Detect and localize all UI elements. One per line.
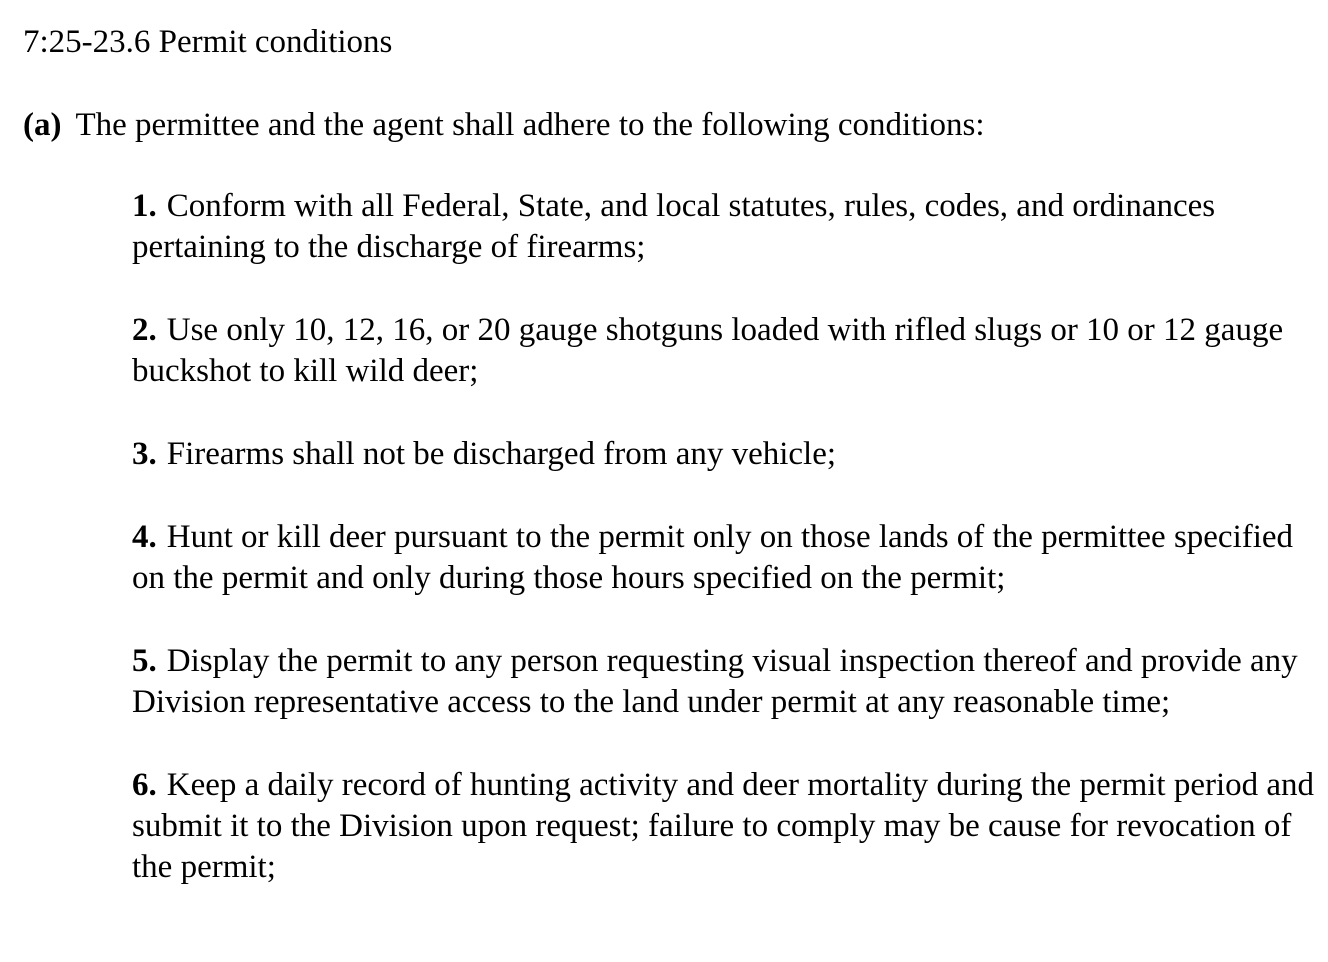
- condition-item-3: [132, 434, 1322, 475]
- condition-item-5: [132, 641, 1322, 723]
- condition-text: Display the permit to any person requesting visual inspection thereof and provide any Division representative access to the land under permit at any reasonable time;: [132, 643, 1298, 720]
- condition-number: 6.: [132, 767, 157, 803]
- subsection-a: [23, 105, 985, 145]
- condition-text: Hunt or kill deer pursuant to the permit only on those lands of the permittee specified on the permit and only during those hours specified on the permit;: [132, 519, 1294, 596]
- condition-item-2: [132, 310, 1322, 392]
- condition-text: Firearms shall not be discharged from any vehicle;: [166, 436, 837, 472]
- condition-item-4: [132, 517, 1322, 599]
- condition-text: Keep a daily record of hunting activity and deer mortality during the permit period and submit it to the Division upon request; failure to comply may be cause for revocation of the permit;: [132, 767, 1315, 885]
- condition-number: 5.: [132, 643, 157, 679]
- condition-text: Use only 10, 12, 16, or 20 gauge shotguns loaded with rifled slugs or 10 or 12 gauge buckshot to kill wild deer;: [132, 312, 1284, 389]
- section-title: 7:25-23.6 Permit conditions: [23, 24, 393, 60]
- condition-item-1: [132, 186, 1322, 268]
- condition-number: 3.: [132, 436, 157, 472]
- condition-number: 2.: [132, 312, 157, 348]
- subsection-marker: (a): [23, 107, 62, 143]
- condition-number: 4.: [132, 519, 157, 555]
- condition-text: Conform with all Federal, State, and local statutes, rules, codes, and ordinances pertaining to the discharge of firearms;: [132, 188, 1216, 265]
- subsection-text: The permittee and the agent shall adhere to the following conditions:: [75, 107, 985, 143]
- condition-number: 1.: [132, 188, 157, 224]
- conditions-list: [132, 186, 1322, 930]
- condition-item-6: [132, 765, 1322, 888]
